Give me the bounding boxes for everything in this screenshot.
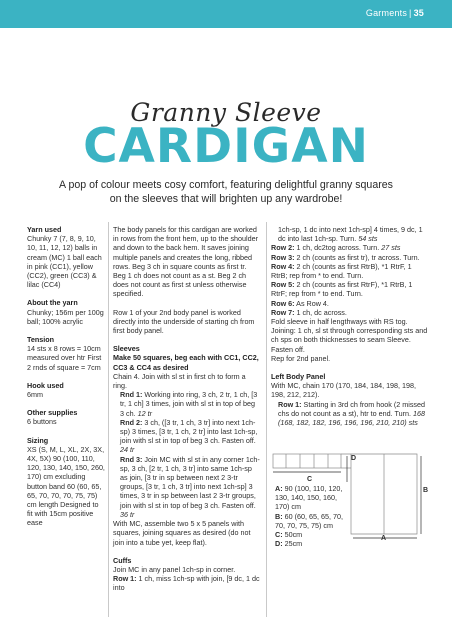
hook-heading: Hook used bbox=[27, 380, 64, 390]
row-note: Row 1 of your 2nd body panel is worked directly into the underside of starting ch from first body panel. bbox=[113, 307, 255, 336]
chain-instruction: Chain 4. Join with sl st in first ch to form a ring. bbox=[113, 371, 246, 391]
intro-text: The body panels for this cardigan are worked in rows from the front hem, up to the shoulder and down to the back hem. It saves joining multiple panels and creates the long, ribbed rows. Beg 3 ch in square counts as first tr. Beg 1 ch does not count as a st. Beg 2 ch does not count as first st unless otherwise specified. bbox=[113, 225, 259, 299]
diagram-label-d: D bbox=[351, 455, 357, 462]
section-name: Garments bbox=[365, 8, 408, 18]
standfirst: A pop of colour meets cosy comfort, featuring delightful granny squares on the sleeves that will brighten up any wardrobe! bbox=[59, 179, 393, 205]
page-number: 35 bbox=[413, 8, 424, 18]
supplies-heading: Other supplies bbox=[27, 408, 78, 418]
tension-heading: Tension bbox=[27, 335, 55, 345]
yarn-heading: Yarn used bbox=[27, 225, 62, 234]
sleeves-subheading: Make 50 squares, beg each with CC1, CC2, CC3 & CC4 as desired bbox=[113, 353, 259, 372]
row-6: Row 6: As Row 4. bbox=[271, 298, 329, 308]
column-divider bbox=[266, 222, 267, 617]
row-4: Row 4: 2 ch (counts as first RtrB), *1 RtrF, 1 RtrB; rep from * to end. Turn. bbox=[271, 261, 412, 281]
title-script: Granny Sleeve bbox=[130, 98, 322, 127]
fold-text: Fold sleeve in half lengthways with RS tog. Joining: 1 ch, sl st through corresponding sts and ch sps on both thicknesses to seam Sleeve. Fasten off. bbox=[271, 317, 428, 354]
rnd-1: Rnd 1: Working into ring, 3 ch, 2 tr, 1 ch, [3 tr, 1 ch] 3 times, join with sl st in top of beg 3 ch. 12 tr bbox=[120, 390, 258, 418]
rnd-3: Rnd 3: Join MC with sl st in any corner 1ch-sp, 3 ch, [2 tr, 1 ch, 3 tr] into same 1ch-sp as join, [3 tr in sp between next 2 3-tr groups, [3 tr, 1 ch, 3 tr] into next 1ch-sp] 3 times, 3 tr in sp between last 2 3-tr groups, join with sl st in top of beg 3 ch. Fasten off. 36 tr bbox=[120, 454, 260, 519]
measurements-key bbox=[275, 484, 347, 548]
yarn-text: Chunky 7 (7, 8, 9, 10, 10, 11, 12, 12) balls in cream (MC) 1 ball each in pink (CC1), yellow (CC2), green (CC3) & lilac (CC4) bbox=[27, 234, 102, 290]
pattern-column-2 bbox=[271, 225, 429, 427]
measurement-d: D: 25cm bbox=[275, 539, 303, 549]
page-title: CARDIGAN bbox=[83, 119, 369, 174]
left-body-row-1: Row 1: Starting in 3rd ch from hook (2 missed chs do not count as a st), htr to end. Turn. 168 (168, 182, 182, 196, 196, 196, 210, 210) sts bbox=[278, 399, 426, 428]
row-2: Row 2: 1 ch, dc2tog across. Turn. 27 sts bbox=[271, 243, 401, 253]
measurement-c: C: 50cm bbox=[275, 530, 303, 540]
column-divider bbox=[108, 222, 109, 617]
left-body-heading: Left Body Panel bbox=[271, 372, 326, 382]
measurement-b: B: 60 (60, 65, 65, 70, 70, 70, 75, 75) cm bbox=[275, 511, 343, 530]
materials-sidebar bbox=[27, 225, 105, 528]
hook-text: 6mm bbox=[27, 390, 43, 400]
row-7: Row 7: 1 ch, dc across. bbox=[271, 307, 347, 317]
repeat-text: Rep for 2nd panel. bbox=[271, 353, 331, 363]
left-body-text: With MC, chain 170 (170, 184, 184, 198, 198, 198, 212, 212). bbox=[271, 381, 417, 400]
sizing-text: XS (S, M, L, XL, 2X, 3X, 4X, 5X) 90 (100, 110, 120, 130, 140, 150, 260, 170) cm excluding button band 60 (60, 65, 65, 70, 70, 70, 75, 75) cm length Designed to fit with 15cm positive ease bbox=[27, 444, 105, 528]
cuffs-text: Join MC in any panel 1ch-sp in corner. bbox=[113, 564, 236, 574]
diagram-label-a: A bbox=[381, 535, 387, 542]
running-header bbox=[366, 8, 424, 18]
diagram-label-c: C bbox=[307, 476, 313, 483]
cuffs-row-1: Row 1: 1 ch, miss 1ch-sp with join, [9 dc, 1 dc into bbox=[113, 574, 260, 593]
assemble-text: With MC, assemble two 5 x 5 panels with squares, joining squares as desired (do not join into a tube yet, keep flat). bbox=[113, 519, 251, 547]
row-5: Row 5: 2 ch (counts as first RtrF), *1 RtrB, 1 RtrF; rep from * to end. Turn. bbox=[271, 280, 413, 299]
cuffs-row-1-cont: 1ch-sp, 1 dc into next 1ch-sp] 4 times, 9 dc, 1 dc into last 1ch-sp. Turn. 54 sts bbox=[278, 225, 423, 244]
row-3: Row 3: 2 ch (counts as first tr), tr across. Turn. bbox=[271, 252, 420, 262]
diagram-label-b: B bbox=[423, 487, 429, 494]
header-separator: | bbox=[409, 8, 412, 18]
sizing-heading: Sizing bbox=[27, 435, 49, 445]
sleeves-heading: Sleeves bbox=[113, 344, 140, 354]
cuffs-heading: Cuffs bbox=[113, 555, 132, 565]
pattern-column-1 bbox=[113, 225, 261, 593]
about-yarn-text: Chunky; 156m per 100g ball; 100% acrylic bbox=[27, 307, 104, 326]
measurement-a: A: 90 (100, 110, 120, 130, 140, 150, 160, 170) cm bbox=[275, 484, 343, 512]
supplies-text: 6 buttons bbox=[27, 417, 57, 427]
tension-text: 14 sts x 8 rows = 10cm measured over htr First 2 rnds of square = 7cm bbox=[27, 344, 102, 372]
rnd-2: Rnd 2: 3 ch, ([3 tr, 1 ch, 3 tr] into next 1ch-sp) 3 times, [3 tr, 1 ch, 2 tr] into last 1ch-sp, join with sl st in top of beg 3 ch. Fasten off. 24 tr bbox=[120, 417, 258, 455]
about-yarn-heading: About the yarn bbox=[27, 298, 78, 308]
